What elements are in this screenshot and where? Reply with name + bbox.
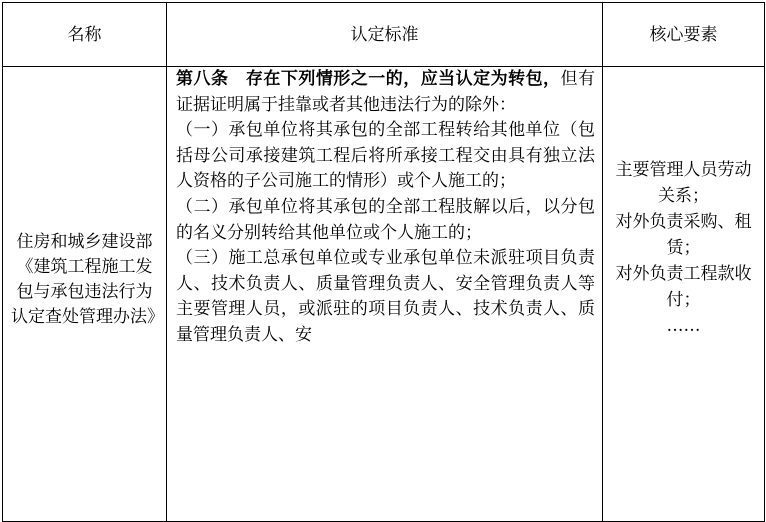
core-element-item: 对外负责采购、租赁； bbox=[615, 212, 752, 258]
article-intro: 但有证据证明属于挂靠或者其他违法行为的除外： bbox=[176, 69, 596, 115]
table-header-row bbox=[3, 3, 765, 67]
regulation-table bbox=[2, 2, 765, 522]
criteria-item-3: （三）施工总承包单位或专业承包单位未派驻项目负责人、技术负责人、质量管理负责人、安全管理负责人等主要管理人员，或派驻的项目负责人、技术负责人、质量管理负责人、安 bbox=[176, 248, 595, 345]
core-element-item: 对外负责工程款收付； bbox=[615, 264, 752, 310]
header-name: 名称 bbox=[3, 3, 167, 67]
criteria-item-2: （二）承包单位将其承包的全部工程肢解以后，以分包的名义分别转给其他单位或个人施工的； bbox=[176, 196, 595, 243]
criteria-item-1: （一）承包单位将其承包的全部工程转给其他单位（包括母公司承接建筑工程后将所承接工程交由具有独立法人资格的子公司施工的情形）或个人施工的； bbox=[176, 120, 595, 192]
article-title: 第八条 存在下列情形之一的，应当认定为转包， bbox=[176, 69, 561, 89]
core-elements-cell bbox=[603, 67, 765, 522]
core-element-ellipsis: …… bbox=[666, 316, 701, 336]
criteria-paragraph bbox=[176, 67, 595, 118]
regulation-name: 住房和城乡建设部《建筑工程施工发包与承包违法行为认定查处管理办法》 bbox=[11, 232, 164, 327]
criteria-cell bbox=[167, 67, 603, 522]
core-element-item: 主要管理人员劳动关系； bbox=[615, 160, 752, 206]
header-criteria: 认定标准 bbox=[167, 3, 603, 67]
table-row bbox=[3, 67, 765, 522]
regulation-name-cell bbox=[3, 67, 167, 522]
header-core-elements: 核心要素 bbox=[603, 3, 765, 67]
